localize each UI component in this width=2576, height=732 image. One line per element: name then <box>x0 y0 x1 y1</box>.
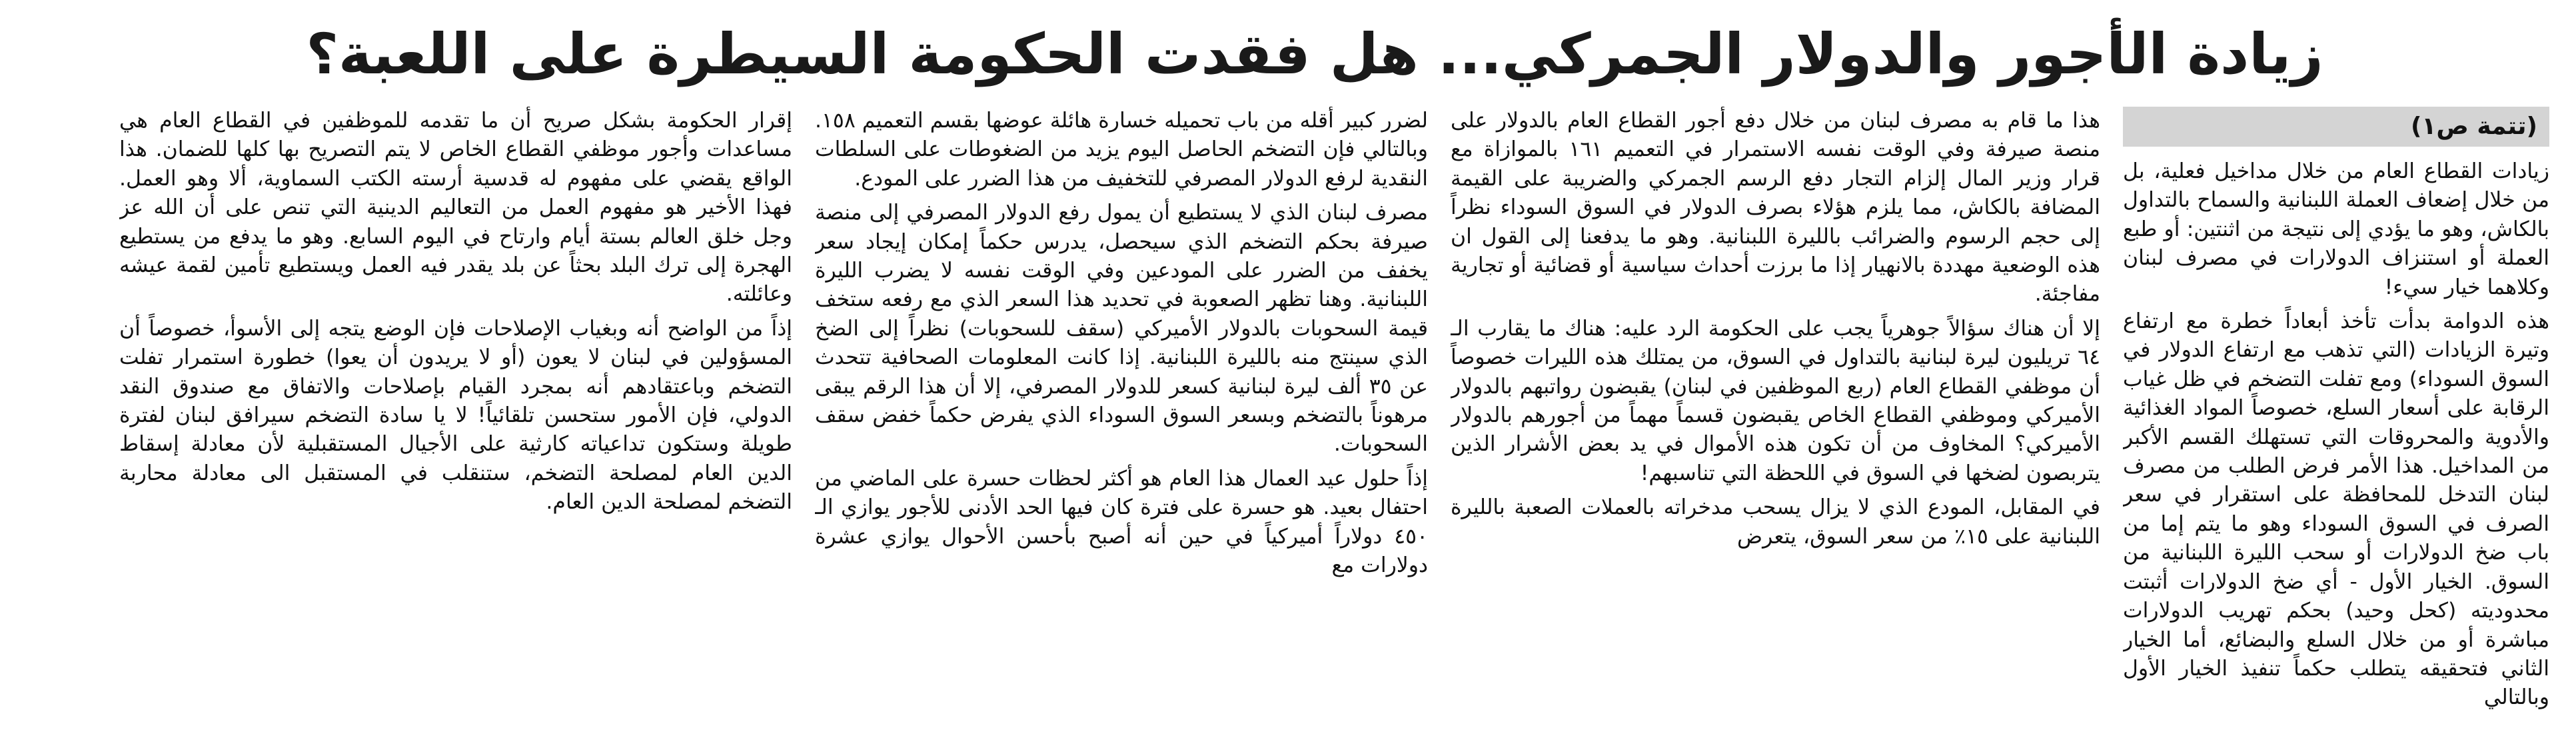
article-column-3 <box>815 107 1428 728</box>
article-paragraph: في المقابل، المودع الذي لا يزال يسحب مدخراته بالعملات الصعبة بالليرة اللبنانية على ١٥٪ من سعر السوق، يتعرض <box>1451 495 2100 549</box>
article-columns <box>120 107 2549 728</box>
article-column-2 <box>1451 107 2100 728</box>
article-paragraph: زيادات القطاع العام من خلال مداخيل فعلية، بل من خلال إضعاف العملة اللبنانية والسماح بالتداول بالكاش، وهو ما يؤدي إلى نتيجة من اثنتين: أو طبع العملة أو استنزاف الدولارات في مصرف لبنان وكلاهما خيار سيء! <box>2123 159 2549 299</box>
article-paragraph: إذاً حلول عيد العمال هذا العام هو أكثر لحظات حسرة على الماضي من احتفال بعيد. هو حسرة على فترة كان فيها الحد الأدنى للأجور يوازي الـ ٤٥٠ دولاراً أميركياً في حين أنه أصبح بأحسن الأحوال يوازي عشرة دولارات مع <box>815 466 1428 578</box>
article-paragraph: لضرر كبير أقله من باب تحميله خسارة هائلة عوضها بقسم التعميم ١٥٨. وبالتالي فإن التضخم الحاصل اليوم يزيد من الضغوطات على السلطات النقدية لرفع الدولار المصرفي للتخفيف من هذا الضرر على المودع. <box>815 109 1428 191</box>
continued-label: (تتمة ص١) <box>2123 107 2549 147</box>
article-paragraph: هذه الدوامة بدأت تأخذ أبعاداً خطرة مع ارتفاع وتيرة الزيادات (التي تذهب مع ارتفاع الدولار في السوق السوداء) ومع تفلت التضخم في ظل غياب الرقابة على أسعار السلع، خصوصاً المواد الغذائية والأدوية والمحروقات التي تستهلك القسم الأكبر من المداخيل. هذا الأمر فرض الطلب من مصرف لبنان التدخل للمحافظة على استقرار في سعر الصرف في السوق السوداء وهو ما يتم إما من باب ضخ الدولارات أو سحب الليرة اللبنانية من السوق. الخيار الأول - أي ضخ الدولارات أثبتت محدوديته (كحل وحيد) بحكم تهريب الدولارات مباشرة أو من خلال السلع والبضائع، أما الخيار الثاني فتحقيقه يتطلب حكماً تنفيذ الخيار الأول وبالتالي <box>2123 309 2549 710</box>
article-column-1 <box>2123 107 2549 728</box>
article-paragraph: مصرف لبنان الذي لا يستطيع أن يمول رفع الدولار المصرفي إلى منصة صيرفة بحكم التضخم الذي سيحصل، يدرس حكماً إمكان إيجاد سعر يخفف من الضرر على المودعين وفي الوقت نفسه لا يضرب الليرة اللبنانية. وهنا تظهر الصعوبة في تحديد هذا السعر الذي مع رفعه ستخف قيمة السحوبات بالدولار الأميركي (سقف للسحوبات) نظراً إلى الضخ الذي سينتج منه بالليرة اللبنانية. إذا كانت المعلومات الصحافية تتحدث عن ٣٥ ألف ليرة لبنانية كسعر للدولار المصرفي، إلا أن هذا الرقم يبقى مرهوناً بالتضخم وبسعر السوق السوداء الذي يفرض حكماً خفض سقف السحوبات. <box>815 201 1428 457</box>
article-paragraph: إقرار الحكومة بشكل صريح أن ما تقدمه للموظفين في القطاع العام هي مساعدات وأجور موظفي القطاع الخاص لا يتم التصريح بها كلها للضمان. هذا الواقع يقضي على مفهوم له قدسية أرسته الكتب السماوية، ألا وهو العمل. فهذا الأخير هو مفهوم العمل من التعاليم الدينية التي تنص على أن الله عز وجل خلق العالم بستة أيام وارتاح في اليوم السابع. وهو ما يدفع من يستطيع الهجرة إلى ترك البلد بحثاً عن بلد يقدر فيه العمل ويستطيع تأمين لقمة عيشه وعائلته. <box>119 109 792 307</box>
article-headline: زيادة الأجور والدولار الجمركي... هل فقدت الحكومة السيطرة على اللعبة؟ <box>306 21 2323 87</box>
article-paragraph: إلا أن هناك سؤالاً جوهرياً يجب على الحكومة الرد عليه: هناك ما يقارب الـ ٦٤ تريليون ليرة لبنانية بالتداول في السوق، من يمتلك هذه الليرات خصوصاً أن موظفي القطاع العام (ربع الموظفين في لبنان) يقبضون رواتبهم بالدولار الأميركي وموظفي القطاع الخاص يقبضون قسماً مهماً من أجورهم بالدولار الأميركي؟ المخاوف من أن تكون هذه الأموال في يد بعض الأشرار الذين يتربصون لضخها في السوق في اللحظة التي تناسبهم! <box>1451 316 2100 485</box>
article-paragraph: هذا ما قام به مصرف لبنان من خلال دفع أجور القطاع العام بالدولار على منصة صيرفة وفي الوقت نفسه الاستمرار في التعميم ١٦١ بالموازاة مع قرار وزير المال إلزام التجار دفع الرسم الجمركي والضريبة على القيمة المضافة بالكاش، مما يلزم هؤلاء بصرف الدولار في السوق السوداء نظراً إلى حجم الرسوم والضرائب بالليرة اللبنانية. وهو ما يدفعنا إلى القول ان هذه الوضعية مهددة بالانهيار إذا ما برزت أحداث سياسية أو قضائية أو تجارية مفاجئة. <box>1451 109 2100 307</box>
article-paragraph: إذاً من الواضح أنه وبغياب الإصلاحات فإن الوضع يتجه إلى الأسوأ، خصوصاً أن المسؤولين في لبنان لا يعون (أو لا يريدون أن يعوا) خطورة استمرار تفلت التضخم وباعتقادهم أنه بمجرد القيام بإصلاحات والاتفاق مع صندوق النقد الدولي، فإن الأمور ستحسن تلقائياً! لا يا سادة التضخم سيرافق لبنان لفترة طويلة وستكون تداعياته كارثية على الأجيال المستقبلية لأن معادلة إسقاط الدين العام لمصلحة التضخم، ستنقلب في المستقبل الى معادلة محاربة التضخم لمصلحة الدين العام. <box>119 316 792 515</box>
article-column-4 <box>119 107 792 728</box>
